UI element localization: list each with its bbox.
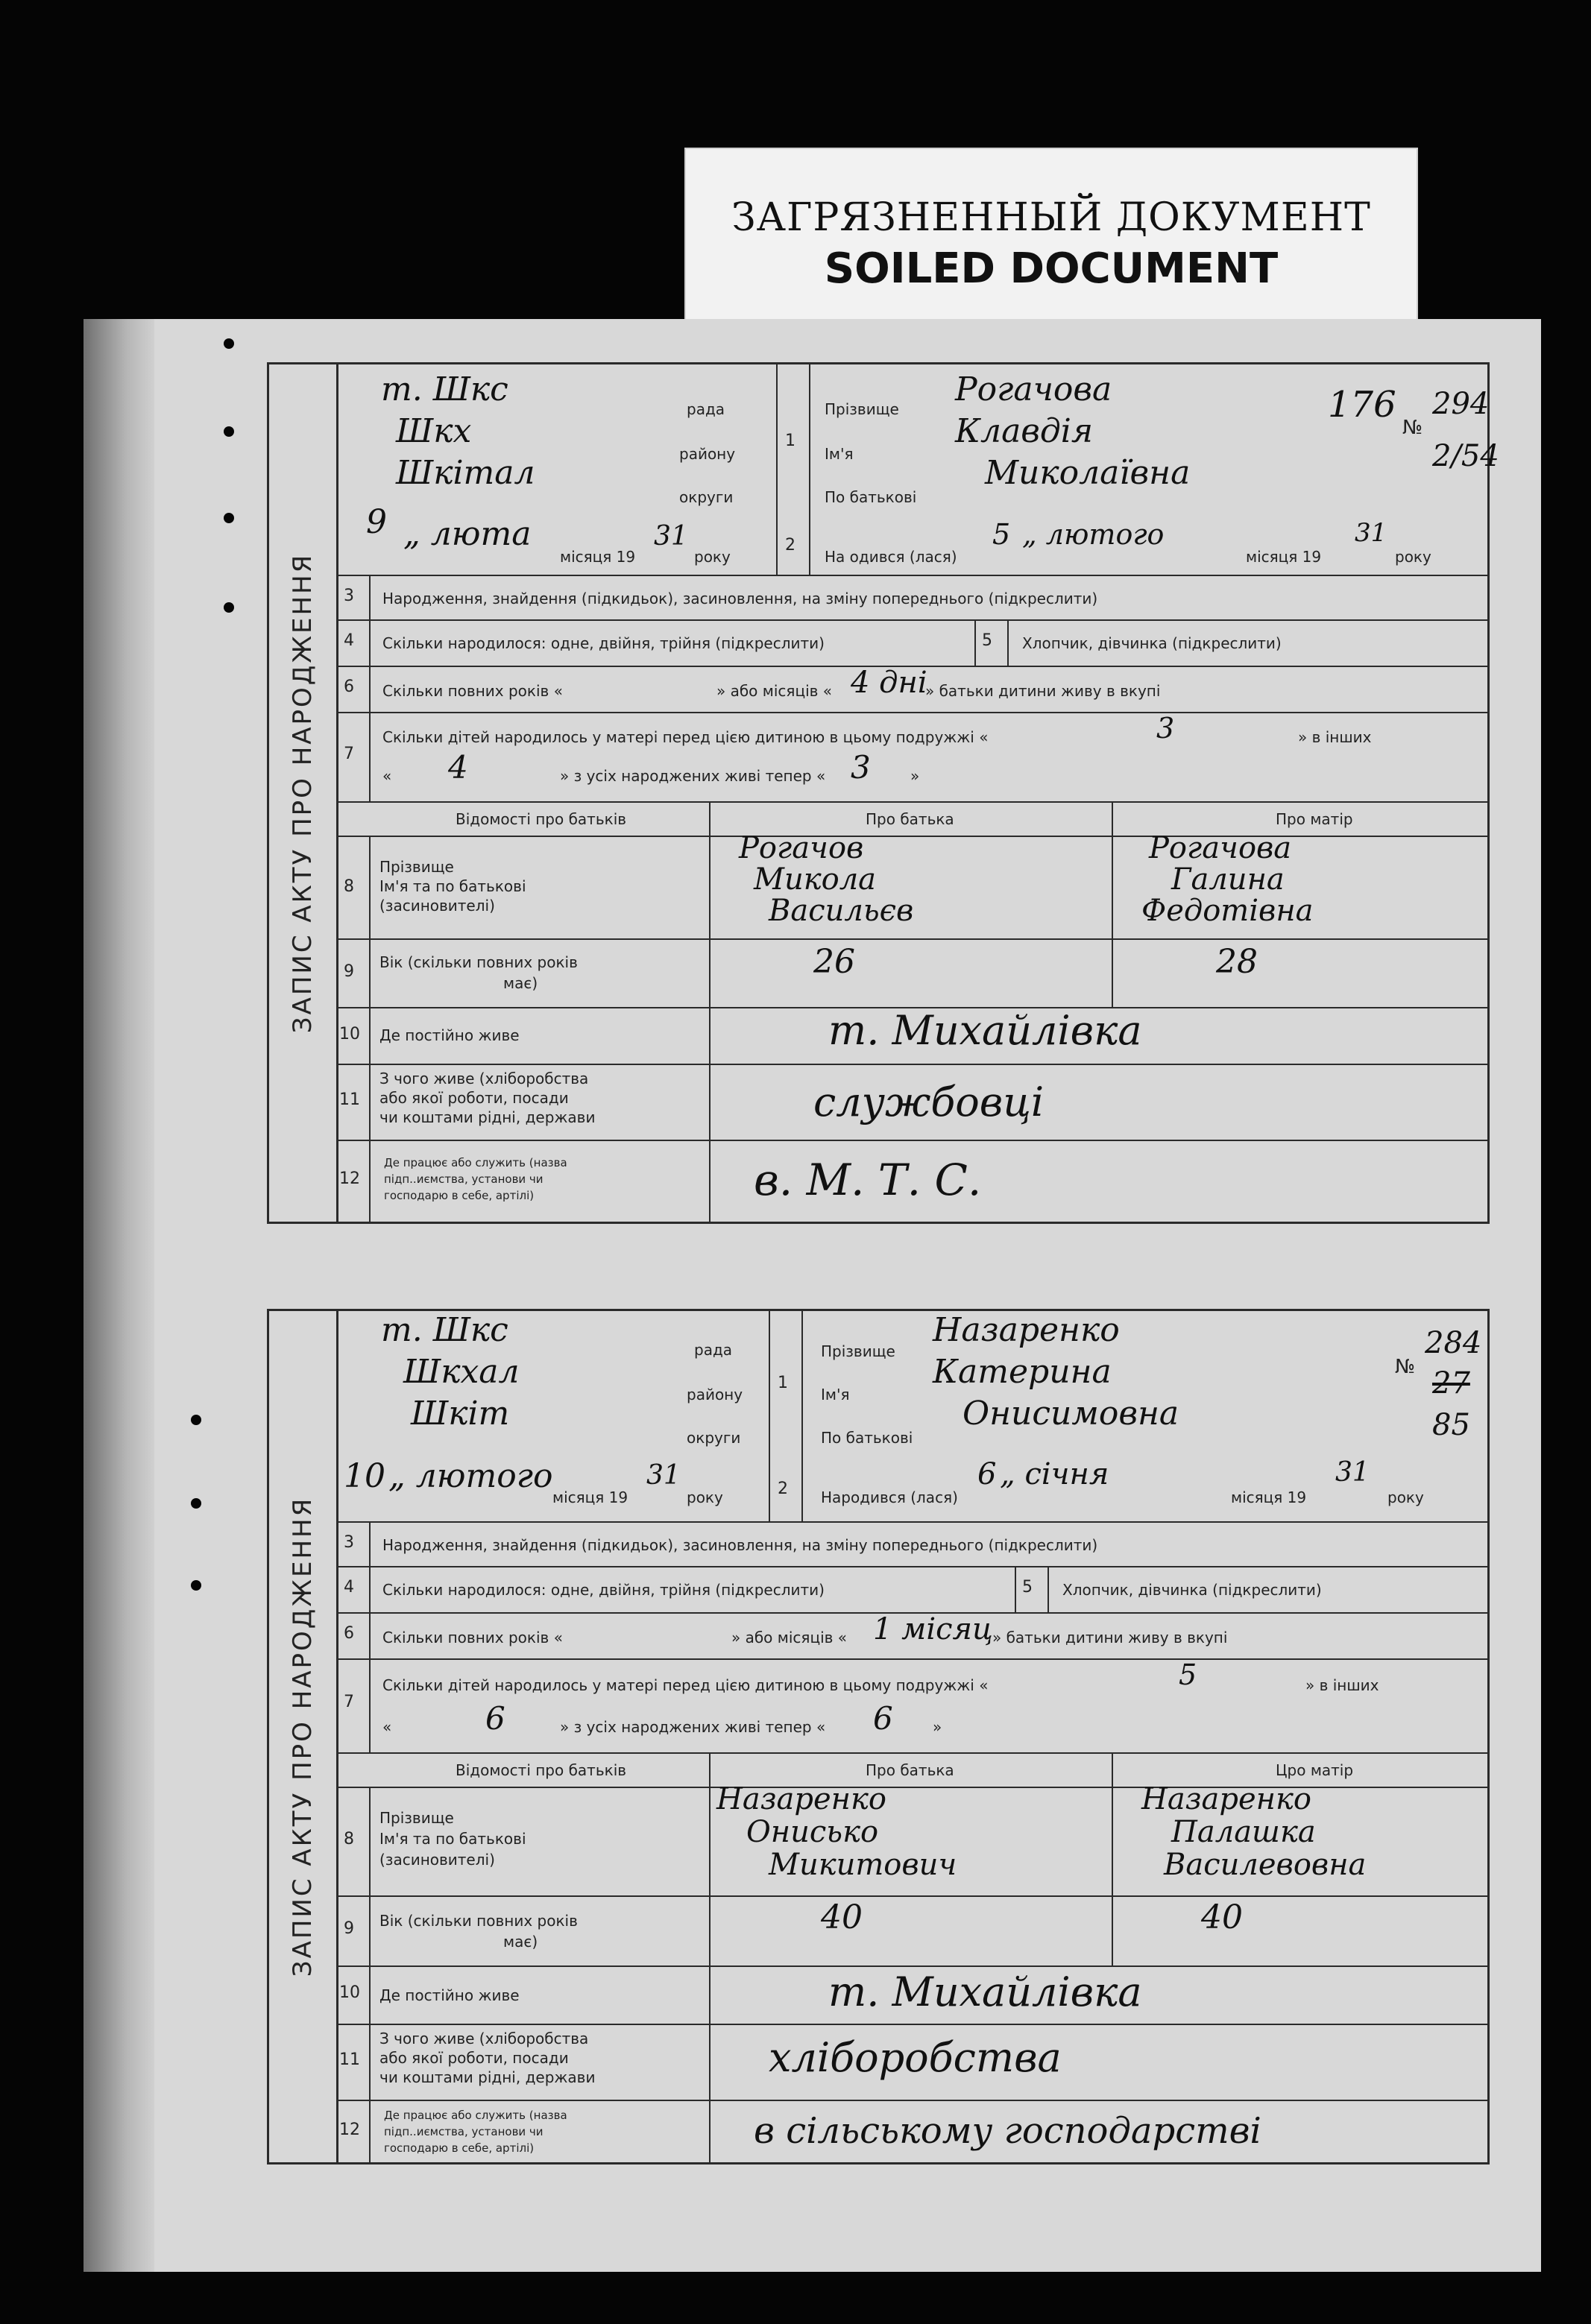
okrug-label: округи (679, 488, 734, 506)
father-name: Онисько (746, 1815, 879, 1849)
row-7-text-c: » з усіх народжених живі тепер « (560, 1718, 826, 1736)
date-day: 9 (366, 503, 387, 541)
row-5-text: Хлопчик, дівчинка (підкреслити) (1022, 634, 1282, 652)
occupation: хліборобства (769, 2034, 1062, 2081)
num-4: 4 (344, 1578, 354, 1597)
row-5-text: Хлопчик, дівчинка (підкреслити) (1062, 1581, 1322, 1599)
father-age: 40 (821, 1898, 863, 1936)
num-6: 6 (344, 1624, 354, 1643)
row-11-b: або якої роботи, посади (379, 1089, 569, 1107)
row-11-c: чи коштами рідні, держави (379, 2068, 596, 2086)
record-number-2: 85 (1432, 1408, 1470, 1442)
row-12 (336, 2100, 1487, 2164)
row-12-c: господарю в себе, артілі) (384, 2141, 535, 2155)
row-6-text-a: Скільки повних років « (382, 1629, 563, 1646)
row-7-text-b: » в інших (1298, 728, 1372, 746)
mother-age: 28 (1216, 943, 1258, 981)
row-8-b: Ім'я та по батькові (379, 1830, 526, 1848)
num-4: 4 (344, 631, 354, 650)
paper-torn-edge (84, 319, 154, 2272)
mother-patronymic: Федотівна (1141, 894, 1314, 928)
record-number-2: 2/54 (1432, 439, 1499, 473)
parents-head: Відомості про батьків (456, 1761, 627, 1779)
month-label: місяця 19 (560, 548, 636, 566)
row-11-a: З чого живе (хліборобства (379, 1070, 589, 1087)
num-10: 10 (339, 1983, 360, 2002)
row-7: 7 Скільки дітей народилось у матері перед цією дитиною в цьому подружжі « 3 » в інших « 4 » з усіх народжених живі тепер « 3 » (336, 712, 1487, 803)
row-4-5 (336, 619, 1487, 667)
location-cell (336, 1311, 770, 1521)
record-number-struck: 27 (1432, 1366, 1470, 1401)
mother-surname: Назаренко (1141, 1782, 1311, 1816)
birth-record-1 (267, 362, 1499, 1224)
num-2: 2 (785, 536, 796, 555)
row-3 (336, 575, 1487, 621)
side-title: ЗАПИС АКТУ ПРО НАРОДЖЕННЯ (269, 364, 338, 1222)
father-surname: Назаренко (716, 1782, 886, 1816)
row-7-children: 3 (1156, 712, 1175, 745)
row-10 (336, 1965, 1487, 2025)
month-label: місяця 19 (552, 1488, 628, 1506)
row-8 (336, 831, 1487, 940)
binding-hole (191, 1580, 201, 1591)
patronymic-label: По батькові (821, 1429, 913, 1447)
raion-label: району (679, 445, 736, 463)
row-6-text-c: » батьки дитини живу в вкупі (925, 682, 1161, 700)
born-month-label: місяця 19 (1246, 548, 1322, 566)
born-month-label: місяця 19 (1231, 1488, 1307, 1506)
row-6-text-b: » або місяців « (731, 1629, 847, 1646)
born-day: 6 (977, 1457, 997, 1491)
born-label: На одився (лася) (825, 548, 957, 566)
born-month: „ лютого (1022, 518, 1165, 551)
row-9-a: Вік (скільки повних років (379, 1912, 578, 1930)
row-10-label: Де постійно живе (379, 1026, 520, 1044)
row-6-months: 1 місяц (873, 1612, 993, 1646)
rada-label: рада (687, 400, 725, 418)
row-9-b: має) (503, 1933, 538, 1951)
okrug-value: Шкіт (411, 1395, 510, 1433)
row-6 (336, 1612, 1487, 1660)
date-day: 10 (344, 1457, 385, 1495)
rada-label: рада (694, 1341, 733, 1359)
raion-label: району (687, 1386, 743, 1403)
surname-value: Назаренко (933, 1311, 1120, 1349)
num-7: 7 (344, 745, 354, 763)
date-month: „ люта (403, 515, 532, 553)
num-12: 12 (339, 1169, 360, 1188)
header-block (336, 1311, 1487, 1523)
row-7-all: 4 (448, 749, 468, 786)
row-6-months: 4 дні (851, 666, 927, 700)
okrug-value: Шкітал (396, 454, 535, 492)
row-10-label: Де постійно живе (379, 1986, 520, 2004)
patronymic-value: Онисимовна (963, 1395, 1179, 1433)
row-12-b: підп..иємства, установи чи (384, 2125, 544, 2138)
father-surname: Рогачов (739, 831, 864, 865)
name-value: Катерина (933, 1353, 1112, 1391)
row-8-a: Прізвище (379, 1809, 454, 1827)
row-6-text-a: Скільки повних років « (382, 682, 563, 700)
row-4-text: Скільки народилося: одне, двійня, трійня (підкреслити) (382, 634, 825, 652)
num-3: 3 (344, 1533, 354, 1552)
row-7-alive: 6 (873, 1700, 893, 1737)
date-year: 31 (646, 1460, 681, 1491)
extra-number: 176 (1328, 384, 1396, 426)
parents-header (336, 801, 1487, 837)
father-patronymic: Васильєв (769, 894, 914, 928)
row-12 (336, 1140, 1487, 1224)
row-3-text: Народження, знайдення (підкидьок), засиновлення, на зміну попереднього (підкреслити) (382, 590, 1098, 607)
num-12: 12 (339, 2121, 360, 2139)
binding-hole (191, 1498, 201, 1509)
father-name: Микола (754, 862, 877, 897)
row-8-a: Прізвище (379, 858, 454, 876)
name-label: Ім'я (825, 445, 854, 463)
born-year-label: року (1387, 1488, 1424, 1506)
binding-hole (224, 602, 234, 613)
row-8-c: (засиновителі) (379, 1851, 495, 1869)
workplace: в сільському господарстві (754, 2110, 1261, 2152)
num-11: 11 (339, 2050, 360, 2069)
row-11 (336, 2024, 1487, 2101)
row-8-c: (засиновителі) (379, 897, 495, 915)
mother-name: Палашка (1171, 1815, 1316, 1849)
row-6 (336, 666, 1487, 713)
num-8: 8 (344, 1830, 354, 1848)
occupation: службовці (813, 1079, 1045, 1125)
row-12-a: Де працює або служить (назва (384, 1156, 567, 1169)
num-10: 10 (339, 1025, 360, 1043)
parents-header (336, 1752, 1487, 1788)
num-9: 9 (344, 1919, 354, 1938)
num-1: 1 (778, 1374, 788, 1392)
binding-hole (224, 426, 234, 437)
num-col (769, 1311, 803, 1521)
num-col (776, 364, 810, 575)
mother-age: 40 (1201, 1898, 1243, 1936)
row-10 (336, 1007, 1487, 1065)
father-head: Про батька (866, 1761, 954, 1779)
row-8-b: Ім'я та по батькові (379, 877, 526, 895)
row-7-all: 6 (485, 1700, 505, 1737)
year-label: року (687, 1488, 723, 1506)
mother-surname: Рогачова (1149, 831, 1292, 865)
header-block (336, 364, 1499, 576)
label-en: SOILED DOCUMENT (824, 244, 1279, 293)
number-sign: № (1395, 1356, 1416, 1378)
row-7-text-b: » в інших (1305, 1676, 1379, 1694)
born-month: „ січня (1000, 1457, 1109, 1491)
row-11 (336, 1064, 1487, 1141)
row-9 (336, 938, 1487, 1008)
row-7-text-c: » з усіх народжених живі тепер « (560, 767, 826, 785)
raion-value: Шкх (396, 412, 472, 450)
row-7-text-a: Скільки дітей народилось у матері перед цією дитиною в цьому подружжі « (382, 1676, 989, 1694)
num-5: 5 (1022, 1578, 1033, 1597)
father-patronymic: Микитович (769, 1848, 957, 1882)
side-title: ЗАПИС АКТУ ПРО НАРОДЖЕННЯ (269, 1311, 338, 2162)
row-4-5 (336, 1566, 1487, 1614)
raion-value: Шкхал (403, 1353, 520, 1391)
row-11-b: або якої роботи, посади (379, 2049, 569, 2067)
row-3-text: Народження, знайдення (підкидьок), засиновлення, на зміну попереднього (підкреслити) (382, 1536, 1098, 1554)
num-3: 3 (344, 587, 354, 605)
num-11: 11 (339, 1090, 360, 1109)
row-7-text-a: Скільки дітей народилось у матері перед цією дитиною в цьому подружжі « (382, 728, 989, 746)
record-number: 284 (1425, 1326, 1482, 1360)
row-3 (336, 1521, 1487, 1567)
row-7-alive: 3 (851, 749, 871, 786)
number-sign: № (1402, 417, 1423, 439)
binding-hole (191, 1415, 201, 1425)
born-label: Народився (лася) (821, 1488, 958, 1506)
born-year: 31 (1335, 1457, 1370, 1488)
num-7: 7 (344, 1693, 354, 1711)
okrug-label: округи (687, 1429, 741, 1447)
row-12-b: підп..иємства, установи чи (384, 1172, 544, 1186)
row-9-a: Вік (скільки повних років (379, 953, 578, 971)
row-11-a: З чого живе (хліборобства (379, 2030, 589, 2047)
soiled-document-label (684, 148, 1418, 328)
row-12-a: Де працює або служить (назва (384, 2109, 567, 2122)
patronymic-value: Миколаївна (985, 454, 1191, 492)
parents-head: Відомості про батьків (456, 810, 627, 828)
row-11-c: чи коштами рідні, держави (379, 1108, 596, 1126)
patronymic-label: По батькові (825, 488, 917, 506)
num-1: 1 (785, 432, 796, 450)
binding-hole (224, 338, 234, 349)
mother-head: Цро матір (1276, 1761, 1354, 1779)
label-ru: ЗАГРЯЗНЕННЫЙ ДОКУМЕНТ (731, 195, 1371, 240)
row-7-children: 5 (1179, 1658, 1197, 1691)
name-label: Ім'я (821, 1386, 850, 1403)
father-head: Про батька (866, 810, 954, 828)
surname-label: Прізвище (821, 1342, 895, 1360)
date-year: 31 (654, 521, 688, 552)
num-8: 8 (344, 877, 354, 896)
num-2: 2 (778, 1480, 788, 1498)
workplace: в. М. Т. С. (754, 1155, 982, 1205)
mother-name: Галина (1171, 862, 1285, 897)
rada-value: т. Шкс (381, 1311, 508, 1349)
date-month: „ лютого (388, 1457, 553, 1495)
year-label: року (694, 548, 731, 566)
mother-patronymic: Василевовна (1164, 1848, 1367, 1882)
row-8 (336, 1782, 1487, 1897)
father-age: 26 (813, 943, 855, 981)
row-6-text-c: » батьки дитини живу в вкупі (992, 1629, 1228, 1646)
row-9-b: має) (503, 974, 538, 992)
born-day: 5 (992, 518, 1011, 551)
born-year: 31 (1355, 518, 1387, 548)
row-12-c: господарю в себе, артілі) (384, 1189, 535, 1202)
residence: т. Михайлівка (828, 1007, 1142, 1054)
row-4-text: Скільки народилося: одне, двійня, трійня (підкреслити) (382, 1581, 825, 1599)
surname-label: Прізвище (825, 400, 899, 418)
surname-value: Рогачова (955, 370, 1112, 408)
mother-head: Про матір (1276, 810, 1353, 828)
location-cell (336, 364, 778, 575)
num-5: 5 (982, 631, 992, 650)
binding-hole (224, 513, 234, 523)
row-7: 7 Скільки дітей народилось у матері перед цією дитиною в цьому подружжі « 5 » в інших « 6 » з усіх народжених живі тепер « 6 » (336, 1658, 1487, 1754)
rada-value: т. Шкс (381, 370, 508, 408)
birth-record-2 (267, 1309, 1490, 2164)
name-value: Клавдія (955, 412, 1094, 450)
record-number: 294 (1432, 387, 1490, 421)
num-6: 6 (344, 678, 354, 696)
num-9: 9 (344, 962, 354, 981)
row-9 (336, 1895, 1487, 1967)
residence: т. Михайлівка (828, 1968, 1142, 2015)
born-year-label: року (1395, 548, 1431, 566)
row-6-text-b: » або місяців « (716, 682, 832, 700)
